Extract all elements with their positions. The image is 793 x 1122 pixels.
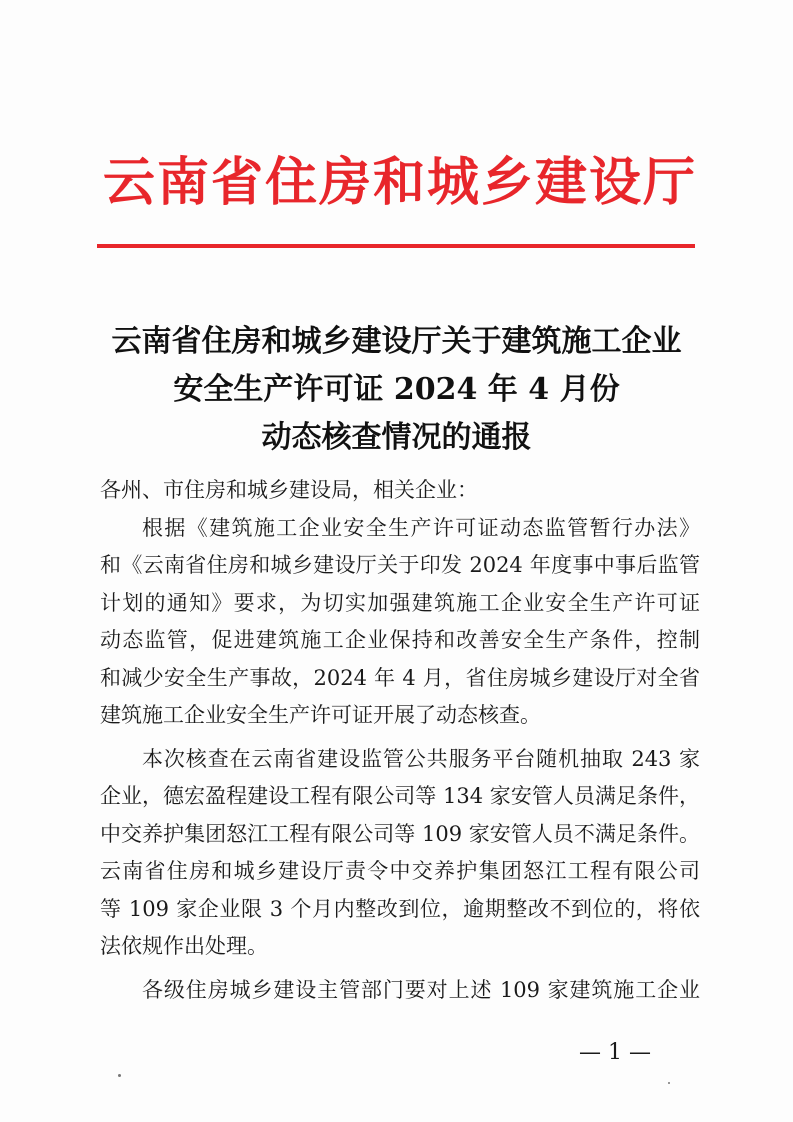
document-body	[100, 472, 700, 1009]
salutation: 各州、市住房和城乡建设局，相关企业：	[100, 478, 478, 502]
title-line-1: 云南省住房和城乡建设厅关于建筑施工企业	[111, 324, 682, 359]
paragraph-1-line-2: 和《云南省住房和城乡建设厅关于印发 2024 年度事中事后监管	[100, 553, 700, 577]
paragraph-2	[100, 741, 700, 966]
paragraph-2-line-2: 企业，德宏盈程建设工程有限公司等 134 家安管人员满足条件，	[100, 784, 700, 808]
paragraph-2-line-3: 中交养护集团怒江工程有限公司等 109 家安管人员不满足条件。	[100, 821, 700, 846]
title-line-3: 动态核查情况的通报	[261, 420, 532, 455]
paragraph-2-line-5: 等 109 家企业限 3 个月内整改到位，逾期整改不到位的，将依	[100, 896, 700, 921]
paragraph-1-line-1: 根据《建筑施工企业安全生产许可证动态监管暂行办法》	[142, 515, 700, 540]
masthead-agency-name: 云南省住房和城乡建设厅	[102, 152, 697, 213]
paragraph-1-line-4: 动态监管，促进建筑施工企业保持和改善安全生产条件，控制	[100, 628, 700, 652]
paragraph-1	[100, 510, 700, 735]
paragraph-2-line-6: 法依规作出处理。	[100, 934, 268, 958]
masthead-red-rule	[97, 244, 695, 248]
paragraph-1-line-5: 和减少安全生产事故，2024 年 4 月，省住房城乡建设厅对全省	[100, 665, 700, 690]
paragraph-3	[100, 972, 700, 1010]
scan-speck	[118, 1074, 121, 1077]
page-number: — 1 —	[579, 1040, 651, 1065]
paragraph-1-line-3: 计划的通知》要求，为切实加强建筑施工企业安全生产许可证	[100, 590, 700, 615]
paragraph-1-line-6: 建筑施工企业安全生产许可证开展了动态核查。	[100, 703, 541, 727]
paragraph-2-line-1: 本次核查在云南省建设监管公共服务平台随机抽取 243 家	[142, 746, 700, 771]
scan-speck	[668, 1082, 670, 1084]
paragraph-2-line-4: 云南省住房和城乡建设厅责令中交养护集团怒江工程有限公司	[100, 859, 700, 883]
document-title	[90, 318, 703, 462]
paragraph-3-line-1: 各级住房城乡建设主管部门要对上述 109 家建筑施工企业	[142, 977, 700, 1002]
title-line-2: 安全生产许可证 2024 年 4 月份	[173, 372, 620, 407]
